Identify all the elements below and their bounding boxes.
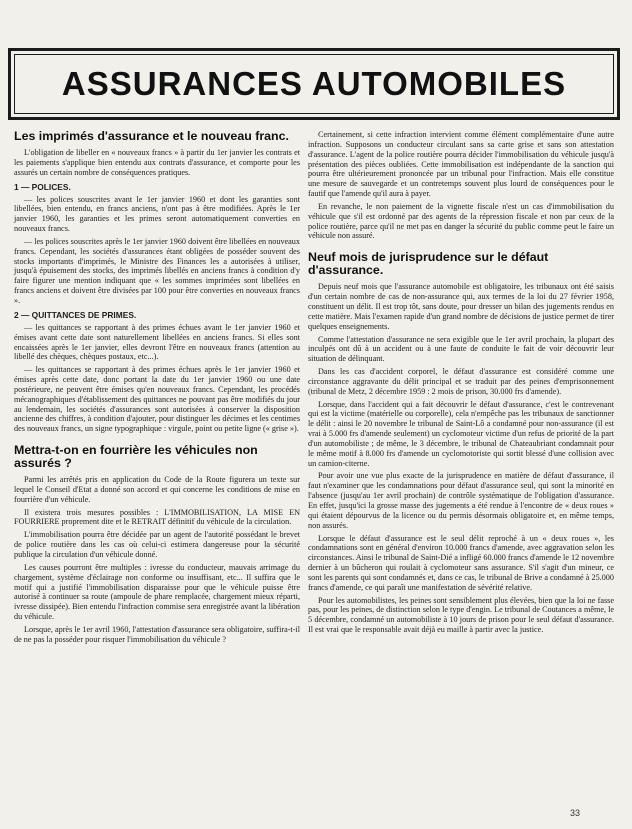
left-column (14, 130, 300, 648)
paragraph: Lorsque le défaut d'assurance est le seul délit reproché à un « deux roues », les condamnations sont en général d'environ 10.000 francs d'amende, avec aggravation selon les circonstances. Ainsi le tribunal de Saint-Dié a infligé 60.000 francs d'amende le 12 novembre dernier à un bûcheron qui roulait à cyclomoteur sans assurance. S'il s'agit d'un mineur, ce sont les parents qui sont condamnés et, dans ce cas, le tribunal de Brive a condamné à 25.000 francs d'amende, ce qui paraît une manifestation de sévérité relative. (308, 533, 614, 592)
paragraph: Certainement, si cette infraction intervient comme élément complémentaire d'une autre infraction. Supposons un conducteur circulant sans sa carte grise et sans son attestation d'assurance. L'agent de la police routière pourra décider l'immobilisation du véhicule jusqu'à présentation des pièces oubliées. Cette immobilisation est indépendante de la sanction qui pourra être ultérieurement prononcée par un tribunal pour l'infraction. Mais elle constitue une mesure de sauvegarde et un contretemps souvent plus lourd de conséquences pour le fautif que l'amende qu'il aura à payer. (308, 130, 614, 199)
paragraph: — les polices souscrites avant le 1er janvier 1960 et dont les garanties sont libellées, bien entendu, en francs anciens, n'ont pas à être modifiées. Après le 1er janvier 1960, les garanties et les primes seront automatiquement converties en nouveaux francs. (14, 194, 300, 234)
section-title-impound: Mettra-t-on en fourrière les véhicules non assurés ? (14, 443, 258, 471)
paragraph: Depuis neuf mois que l'assurance automobile est obligatoire, les tribunaux ont été saisis d'un certain nombre de cas de non-assurance qui, aux termes de la loi du 27 février 1958, constituent un délit. Il est trop tôt, sans doute, pour dresser un bilan des jugements rendus en cette matière. Mais l'examen rapide d'un grand nombre de décisions de justice permet de tirer quelques enseignements. (308, 282, 614, 331)
section-title-jurisprudence: Neuf mois de jurisprudence sur le défaut d'assurance. (308, 250, 549, 278)
section-title-printed-forms: Les imprimés d'assurance et le nouveau franc. (14, 129, 289, 143)
paragraph: Pour avoir une vue plus exacte de la jurisprudence en matière de défaut d'assurance, il faut n'examiner que les condamnations pour défaut d'assurance seul, qui sont la minorité en l'absence (jusqu'au 1er avril prochain) de contrôle systématique de l'obligation d'assurance. En effet, jusqu'ici la grosse masse des jugements a été rendue à l'encontre de « deux roues » qui étaient dépourvus de la licence ou du permis désormais obligatoire et, en même temps, non assurés. (308, 471, 614, 530)
paragraph: Lorsque, dans l'accident qui a fait découvrir le défaut d'assurance, c'est le contrevenant qui est la victime (matérielle ou corporelle), cela n'empêche pas les tribunaux de sanctionner le délit : ainsi le 20 novembre le tribunal de Saint-Lô a condamné pour non-assurance (il est vrai à 5.000 frs d'amende seulement) un cyclomoteur victime d'un refus de priorité de la part d'un automobiliste ; de même, le 3 décembre, le tribunal de Chateaubriant condamnait pour le même motif à 8.000 frs d'amende un cyclomotoriste qui sortit blessé d'une collision avec un camion-citerne. (308, 399, 614, 468)
paragraph: Lorsque, après le 1er avril 1960, l'attestation d'assurance sera obligatoire, suffira-t-il de ne pas la posséder pour risquer l'immobilisation du véhicule ? (14, 624, 300, 644)
subheading-policies: 1 — POLICES. (14, 181, 71, 192)
paragraph: Il existera trois mesures possibles : L'IMMOBILISATION, LA MISE EN FOURRIERE proprement dite et le RETRAIT définitif du véhicule de la circulation. (14, 507, 300, 527)
paragraph: — les polices souscrites après le 1er janvier 1960 doivent être libellées en nouveaux francs. Cependant, les sociétés d'assurances étant obligées de posséder souvent des stocks importants d'imprimés, le Ministre des Finances les a autorisées à utiliser, jusqu'à épuisement des stocks, des imprimés libellés en anciens francs à condition d'y faire figurer une mention indiquant que « les sommes imprimées sont libellées en francs anciens et doivent être divisées par 100 pour être converties en nouveaux francs ». (14, 236, 300, 305)
subheading-premium-receipts: 2 — QUITTANCES DE PRIMES. (14, 309, 137, 320)
paragraph: Les causes pourront être multiples : ivresse du conducteur, mauvais arrimage du chargement, système d'éclairage non conforme ou insuffisant, etc... Il suffira que le motif qui a justifié l'immobilisation disparaisse pour que le véhicule puisse être autorisé à continuer sa route (ampoule de phare remplacée, chargement mieux réparti, ivresse dissipée). Bien entendu l'infraction commise sera enregistrée avant la libération du véhicule. (14, 562, 300, 622)
paragraph: L'obligation de libeller en « nouveaux francs » à partir du 1er janvier les contrats et les paiements s'applique bien entendu aux contrats d'assurance, et comporte pour les assurés un certain nombre de conséquences pratiques. (14, 148, 300, 177)
paragraph: — les quittances se rapportant à des primes échues avant le 1er janvier 1960 et émises avant cette date sont naturellement libellées en anciens francs. Si elles sont encaissées après le 1er janvier, elles devront l'être en nouveaux francs (attention au libellé des chèques, chèques postaux, etc...). (14, 322, 300, 362)
paragraph: Parmi les arrêtés pris en application du Code de la Route figurera un texte sur lequel le Conseil d'Etat a donné son accord et qui concerne les conditions de mise en fourrière d'un véhicule. (14, 475, 300, 504)
title-inner-frame (14, 54, 614, 114)
paragraph: L'immobilisation pourra être décidée par un agent de l'autorité possédant le brevet de police routière dans les cas où celui-ci estimera dangereuse pour la sécurité publique la circulation d'un véhicule donné. (14, 530, 300, 559)
paragraph: Dans les cas d'accident corporel, le défaut d'assurance est considéré comme une circonstance aggravante du délit principal et se traduit par des peines d'emprisonnement (tribunal de Metz, 2 décembre 1959 : 2 mois de prison, 30.000 frs d'amende). (308, 367, 614, 396)
paragraph: — les quittances se rapportant à des primes échues après le 1er janvier 1960 et émises après cette date, donc portant la date du 1er janvier 1960 ou une date postérieure, ne peuvent être émises qu'en nouveaux francs. Cependant, les procédés mécanographiques d'établissement des quittances ne pouvant pas être modifiés du jour au lendemain, les sociétés d'assurances sont autorisées à conserver la disposition ancienne des chiffres, à condition d'ajouter, pour distinguer les décimes et les centimes des nouveaux francs, un signe typographique : virgule, point ou petite ligne (« grise »). (14, 365, 300, 434)
page-title: ASSURANCES AUTOMOBILES (61, 65, 567, 102)
paragraph: Pour les automobilistes, les peines sont sensiblement plus élevées, bien que la loi ne fasse pas, pour les peines, de distinction selon le type d'engin. Le tribunal de Coutances a même, le 5 décembre, condamné un automobiliste à 10 jours de prison pour le seul défaut d'assurance. Il est vrai que le responsable avait déjà eu maille à partir avec la justice. (308, 595, 614, 635)
paragraph: Comme l'attestation d'assurance ne sera exigible que le 1er avril prochain, la plupart des inculpés ont dû à un accident ou à une faute de conduite le fait de voir découvrir leur situation de délinquant. (308, 334, 614, 364)
paragraph: En revanche, le non paiement de la vignette fiscale n'est un cas d'immobilisation du véhicule que s'il est ordonné par des agents de la répression fiscale et non par ceux de la police routière, parce qu'il ne met pas en danger la sécurité du public comme peut le faire un véhicule non assuré. (308, 201, 614, 241)
right-column (308, 130, 614, 638)
title-box (8, 48, 620, 120)
page-number: 33 (570, 808, 581, 818)
